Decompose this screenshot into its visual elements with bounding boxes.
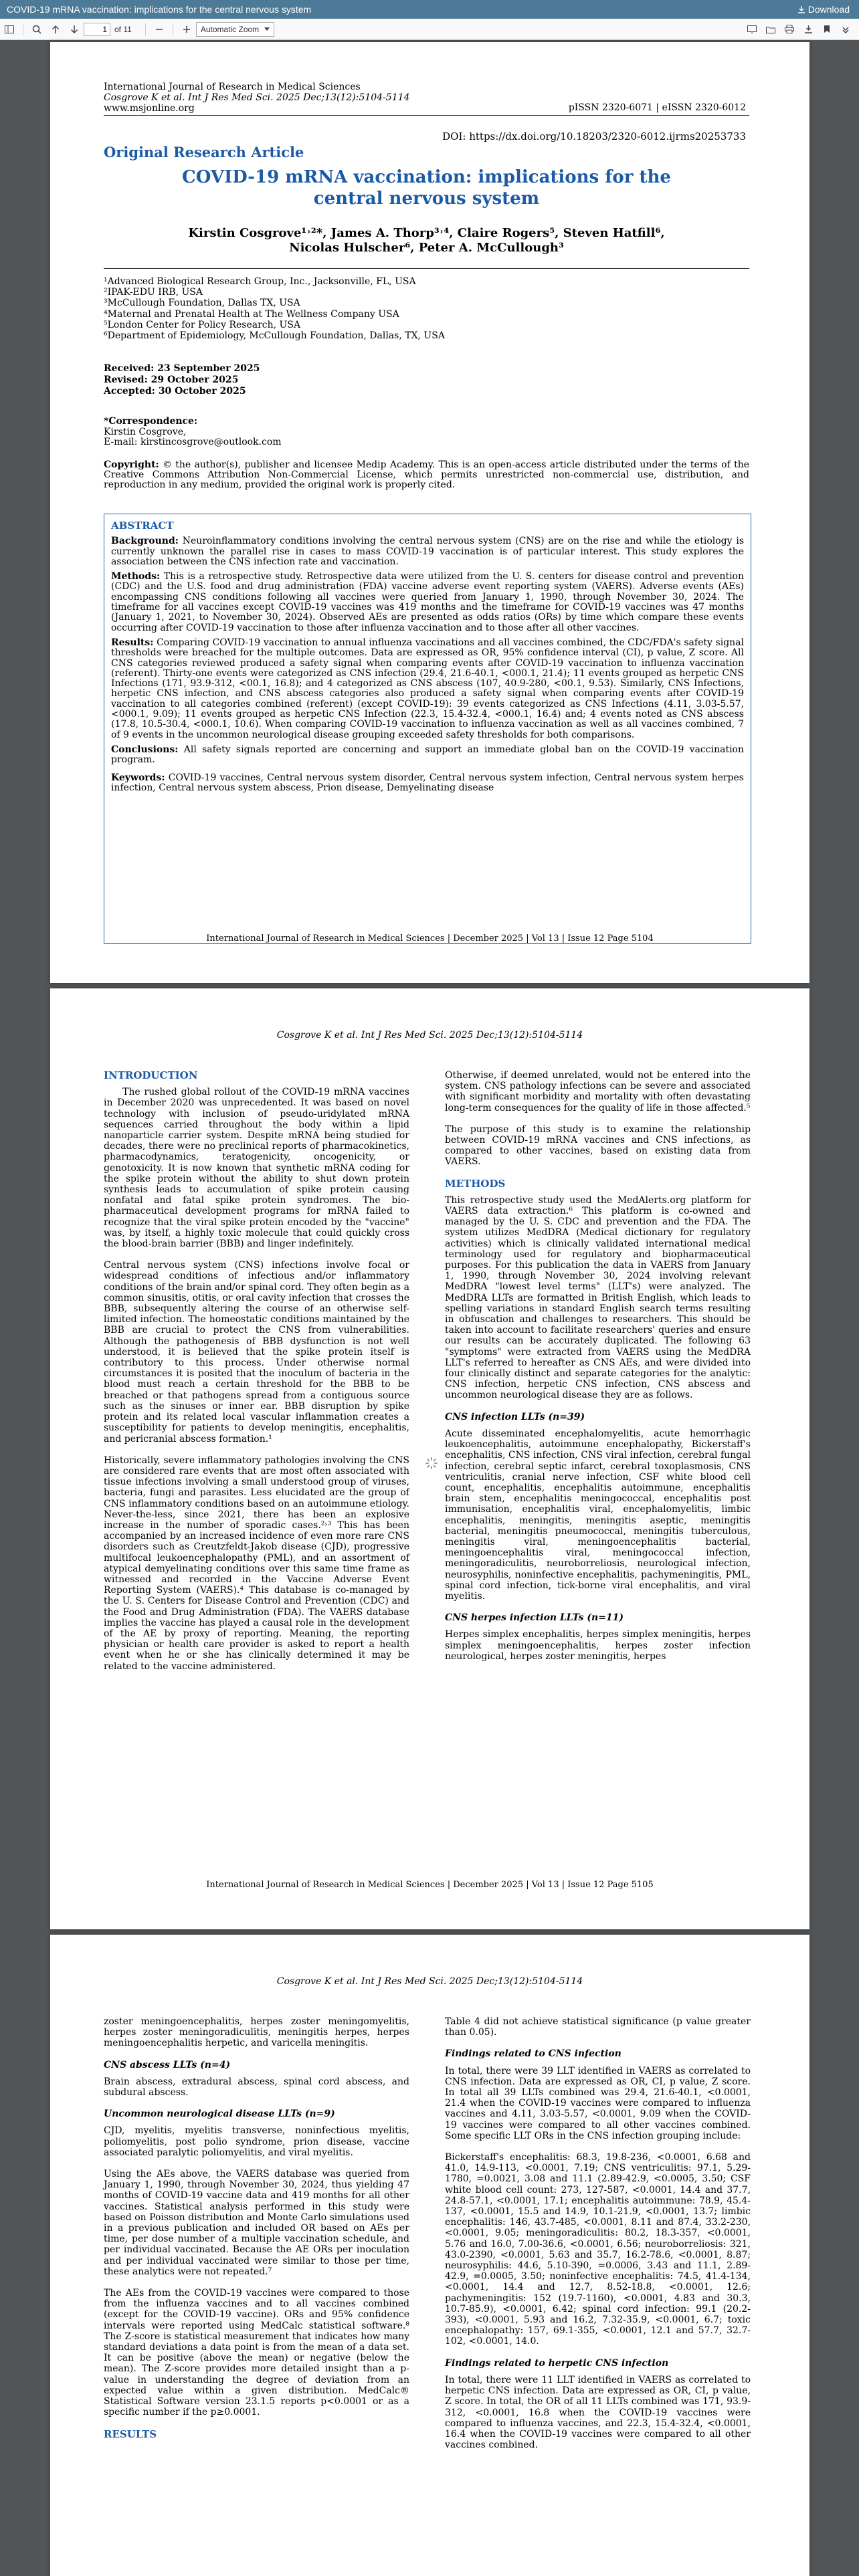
previous-page-icon[interactable]	[46, 21, 65, 38]
next-page-icon[interactable]	[65, 21, 84, 38]
subheading-cns-abscess: CNS abscess LLTs (n=4)	[104, 2059, 231, 2070]
correspondence-name: Kirstin Cosgrove,	[104, 426, 187, 437]
paragraph: In total, there were 11 LLT identified in VAERS as correlated to herpetic CNS infection. Data are expressed as OR, CI, p value, Z score. In total, the OR of all 11 LLTs combined was 171, 93.9-312, <0.0001, 16.8 when the COVID-19 vaccines were compared to influenza vaccines, and 22.3, 15.4-32.4, <0.0001, 16.4 when the COVID-19 vaccines were compared to all other vaccines combined.	[445, 2374, 751, 2451]
website-link[interactable]: www.msjonline.org	[104, 103, 195, 114]
download-button[interactable]	[797, 4, 850, 15]
paragraph: Using the AEs above, the VAERS database was queried from January 1, 1990, through November 30, 2024, thus yielding 47 months of COVID-19 vaccine data and 419 months for all other vaccines. Statistical analysis performed in this study were based on Poisson distribution and Monte Carlo simulations used in a previous publication and included OR based on AEs per time, per dose number of a multiple vaccination schedule, and per individual vaccinated. Because the AE ORs per inoculation and per individual vaccinated were similar to those per time, these analytics were not repeated.⁷	[104, 2169, 409, 2277]
paragraph: The purpose of this study is to examine the relationship between COVID-19 mRNA vaccines and CNS infections, as compared to other vaccines, based on existing data from VAERS.	[445, 1123, 751, 1168]
paragraph: zoster meningoencephalitis, herpes zoster meningomyelitis, herpes zoster meningoradiculitis, meningitis herpes, herpes meningoencephalitis herpetic, and varicella meningitis.	[104, 2016, 409, 2049]
article-title	[104, 167, 749, 209]
title-line: central nervous system	[313, 189, 540, 209]
affiliation: ⁴Maternal and Prenatal Health at The Wellness Company USA	[104, 308, 399, 320]
paragraph: Acute disseminated encephalomyelitis, acute hemorrhagic leukoencephalitis, autoimmune encephalopathy, Bickerstaff's encephalitis, CNS infection, CNS viral infection, cerebral fungal infection, cerebral septic infarct, cerebral toxoplasmosis, CNS ventriculitis, cranial nerve infection, CSF white blood cell count, encephalitis, encephalitis autoimmune, encephalitis brain stem, encephalitis meningococcal, encephalitis post immunisation, encephalitis viral, encephalomyelitis, limbic encephalitis, meningitis, meningitis aseptic, meningitis bacterial, meningitis pneumococcal, meningitis tuberculous, meningitis viral, meningoencephalitis bacterial, meningoencephalitis viral, meningococcal infection, meningoradiculitis, neuroborreliosis, neurological infection, neurosyphilis, noninfective encephalitis, pachymeningitis, PML, spinal cord infection, tick-borne viral encephalitis, and viral myelitis.	[445, 1428, 751, 1602]
save-icon[interactable]	[799, 21, 818, 38]
article-type: Original Research Article	[104, 144, 304, 160]
zoom-in-icon[interactable]	[177, 21, 196, 38]
background-label: Background:	[111, 536, 179, 547]
methods-text: This is a retrospective study. Retrospective data were utilized from the U. S. centers for disease control and prevention (CDC) and the U.S. food and drug administration (FDA) vaccine adverse event reporting system (VAERS). Adverse events (AEs) encompassing CNS conditions following all vaccines were queried from January 1, 1990, through November 30, 2024. The timeframe for all vaccines except COVID-19 vaccines was 419 months and the timeframe for COVID-19 vaccines was 47 months (January 1, 2021, to November 30, 2024). Observed AEs are presented as odds ratios (ORs) by time which compare these events occurring after COVID-19 vaccination to those after influenza vaccination and to those after all other vaccines.	[111, 571, 744, 633]
affiliation: ²IPAK-EDU IRB, USA	[104, 287, 203, 298]
copyright-label: Copyright:	[104, 459, 159, 470]
correspondence	[104, 417, 282, 448]
page-footer: International Journal of Research in Medical Sciences | December 2025 | Vol 13 | Issue 12 Page 5104	[206, 934, 654, 944]
copyright	[104, 460, 749, 491]
doi-link[interactable]: DOI: https://dx.doi.org/10.18203/2320-6012.ijrms20253733	[442, 130, 746, 142]
search-icon[interactable]	[27, 21, 46, 38]
subheading-cns-herpes: CNS herpes infection LLTs (n=11)	[445, 1612, 624, 1624]
abstract-results	[111, 638, 744, 740]
conclusions-text: All safety signals reported are concerning and support an immediate global ban on the COVID-19 vaccination program.	[111, 744, 744, 766]
title-line: COVID-19 mRNA vaccination: implications for the	[182, 167, 671, 187]
bookmark-icon[interactable]	[818, 21, 836, 38]
divider	[104, 268, 749, 269]
citation: Cosgrove K et al. Int J Res Med Sci. 2025 Dec;13(12):5104-5114	[104, 92, 410, 103]
paragraph: Otherwise, if deemed unrelated, would not be entered into the system. CNS pathology infections can be severe and associated with significant morbidity and mortality with often devastating long-term consequences for the quality of life in those affected.⁵	[445, 1070, 751, 1113]
paragraph: Central nervous system (CNS) infections involve focal or widespread conditions of infectious and/or inflammatory conditions of the brain and/or spinal cord. They often begin as a common sinusitis, otitis, or oral cavity infection that crosses the BBB, subsequently altering the course of an otherwise self-limited infection. The homeostatic conditions maintained by the BBB are crucial to protect the CNS from vulnerabilities. Although the pathogenesis of BBB dysfunction is not well understood, it is believed that the spike protein itself is contributory to this process. Under otherwise normal circumstances it is posited that the inoculum of bacteria in the blood must reach a certain threshold for the BBB to be breached or that pathogens spread from a contiguous source such as the sinuses or inner ear. BBB disruption by spike protein and its related local vascular inflammation creates a susceptibility for patients to develop meningitis, encephalitis, and pericranial abscess formation.¹	[104, 1260, 409, 1444]
journal-name: International Journal of Research in Medical Sciences	[104, 82, 361, 92]
revised-date: Revised: 29 October 2025	[104, 374, 239, 385]
right-column	[445, 1070, 751, 1673]
divider	[104, 115, 749, 116]
affiliation: ¹Advanced Biological Research Group, Inc., Jacksonville, FL, USA	[104, 276, 416, 287]
subheading-findings-herpes: Findings related to herpetic CNS infection	[445, 2357, 669, 2369]
keywords-text: COVID-19 vaccines, Central nervous system disorder, Central nervous system infection, Central nervous system herpes infection, Central nervous system abscess, Prion disease, Demyelinating disease	[111, 772, 744, 793]
subheading-uncommon-neuro: Uncommon neurological disease LLTs (n=9)	[104, 2109, 335, 2120]
paragraph: The AEs from the COVID-19 vaccines were compared to those from the influenza vaccines and to all vaccines combined (except for the COVID-19 vaccine). ORs and 95% confidence intervals were reported using MedCalc statistical software.⁸ The Z-score is statistical measurement that indicates how many standard deviations a data point is from the mean of a data set. It can be positive (above the mean) or negative (below the mean). The Z-score provides more detailed insight than a p-value in understanding the degree of deviation from an expected value within a given distribution. MedCalc® Statistical Software version 23.1.5 reports p<0.0001 or as a specific number if the p≥0.0001.	[104, 2288, 409, 2418]
toolbar-separator	[145, 23, 146, 35]
paragraph: Brain abscess, extradural abscess, spinal cord abscess, and subdural abscess.	[104, 2076, 409, 2099]
paragraph: The rushed global rollout of the COVID-19 mRNA vaccines in December 2020 was unprecedented. It was based on novel technology with inclusion of pseudo-uridylated mRNA sequences carried throughout the body within a lipid nanoparticle carrier system. Despite mRNA being studied for decades, there were no preclinical reports of pharmacokinetics, pharmacodynamics, teratogenicity, oncogenicity, or genotoxicity. It is now known that synthetic mRNA coding for the spike protein without the ability to shut down protein synthesis leads to accumulation of spike protein causing nonfatal and fatal spike protein syndromes. The bio-pharmaceutical development programs for mRNA failed to recognize that the viral spike protein encoded by the "vaccine" was, by itself, a highly toxic molecule that could quickly cross the blood-brain barrier (BBB) and linger indefinitely.	[104, 1087, 409, 1250]
download-icon	[797, 5, 805, 13]
correspondence-label: *Correspondence:	[104, 416, 198, 427]
subheading-findings-cns: Findings related to CNS infection	[445, 2048, 622, 2060]
author-list	[104, 226, 749, 255]
zoom-value: Automatic Zoom	[200, 24, 260, 34]
dates	[104, 363, 260, 397]
sidebar-toggle-icon[interactable]	[0, 21, 19, 38]
pdf-page-2	[50, 988, 809, 1929]
methods-label: Methods:	[111, 571, 161, 582]
affiliation: ⁵London Center for Policy Research, USA	[104, 319, 301, 330]
section-heading-results: RESULTS	[104, 2428, 157, 2440]
correspondence-email[interactable]: E-mail: kirstincosgrove@outlook.com	[104, 437, 282, 447]
paragraph: Table 4 did not achieve statistical significance (p value greater than 0.05).	[445, 2016, 751, 2038]
copyright-text: © the author(s), publisher and licensee Medip Academy. This is an open-access article distributed under the terms of the Creative Commons Attribution Non-Commercial License, which permits unrestricted non-commercial use, distribution, and reproduction in any medium, provided the original work is properly cited.	[104, 459, 749, 491]
subheading-cns-infection: CNS infection LLTs (n=39)	[445, 1411, 585, 1422]
abstract-keywords	[111, 773, 744, 794]
download-label: Download	[807, 4, 850, 15]
right-column	[445, 2016, 751, 2461]
paragraph: In total, there were 39 LLT identified in VAERS as correlated to CNS infection. Data are expressed as OR, CI, p value, Z score. In total all 39 LLTs combined was 29.4, 21.6-40.1, <0.0001, 21.4 when the COVID-19 vaccines were compared to influenza vaccines and 4.11, 3.03-5.57, <0.0001, 9.09 when the COVID-19 vaccines were compared to all other vaccines combined. Some specific LLT ORs in the CNS infection grouping include:	[445, 2065, 751, 2141]
viewer-titlebar	[0, 0, 859, 19]
page-number-input[interactable]	[84, 23, 110, 36]
print-icon[interactable]	[780, 21, 799, 38]
page-footer: International Journal of Research in Medical Sciences | December 2025 | Vol 13 | Issue 12 Page 5105	[206, 1880, 654, 1890]
results-text: Comparing COVID-19 vaccination to annual influenza vaccinations and all vaccines combined, the CDC/FDA's safety signal thresholds were breached for the multiple outcomes. Data are expressed as OR, 95% confidence interval (CI), p value, Z score. All CNS categories reviewed produced a safety signal when comparing events after COVID-19 vaccination to influenza vaccination (referent). Thirty-one events were categorized as CNS infection (29.4, 21.6-40.1, <000.1, 21.4); 11 events grouped as herpetic CNS Infections (171, 93.9-312, <00.1, 16.8); and 4 categorized as CNS abscess (107, 40.9-280, <00.1, 9.53). Similarly, CNS Infections, herpetic CNS infection, and CNS abscess categories also produced a safety signal when comparing events after COVID-19 vaccination to all categories combined (referent) (except COVID-19): 39 events categorized as CNS Infections (4.11, 3.03-5.57, <000.1, 9.09); 11 events grouped as herpetic CNS Infection (22.3, 15.4-32.4, <000.1, 16.4) and; 4 events noted as CNS abscess (17.8, 10.5-30.4, <000.1, 10.6). When comparing COVID-19 vaccination to influenza vaccination as well as all vaccines combined, 7 of 9 events in the uncommon neurological disease grouping exceeded safety thresholds for both comparisons.	[111, 637, 744, 740]
zoom-select[interactable]	[196, 22, 274, 37]
accepted-date: Accepted: 30 October 2025	[104, 386, 246, 397]
received-date: Received: 23 September 2025	[104, 363, 260, 374]
presentation-icon[interactable]	[743, 21, 761, 38]
running-head: Cosgrove K et al. Int J Res Med Sci. 2025 Dec;13(12):5104-5114	[276, 1030, 583, 1041]
authors-line: Nicolas Hulscher⁶, Peter A. McCullough³	[289, 241, 564, 255]
journal-header	[104, 82, 409, 114]
page-count: of 11	[114, 24, 132, 34]
background-text: Neuroinflammatory conditions involving the central nervous system (CNS) are on the rise and while the etiology is currently unknown the parallel rise in cases to mass COVID-19 vaccination is of particular interest. This study explores the association between the CNS infection rate and vaccination.	[111, 536, 744, 567]
paragraph: CJD, myelitis, myelitis transverse, noninfectious myelitis, poliomyelitis, post polio syndrome, prion disease, vaccine associated paralytic poliomyelitis, and viral myelitis.	[104, 2125, 409, 2158]
left-column	[104, 1070, 409, 1683]
authors-line: Kirstin Cosgrove¹˒²*, James A. Thorp³˒⁴, Claire Rogers⁵, Steven Hatfill⁶,	[188, 226, 665, 240]
zoom-out-icon[interactable]	[150, 21, 169, 38]
keywords-label: Keywords:	[111, 772, 165, 783]
conclusions-label: Conclusions:	[111, 744, 179, 755]
results-label: Results:	[111, 637, 154, 648]
pdf-page-3	[50, 1935, 809, 2576]
abstract-heading: ABSTRACT	[111, 520, 174, 532]
chevron-down-icon	[264, 27, 270, 31]
viewer-toolbar	[0, 19, 859, 40]
loading-spinner-icon	[425, 1457, 438, 1470]
abstract-background	[111, 536, 744, 567]
abstract-box	[104, 514, 751, 944]
issn: pISSN 2320-6071 | eISSN 2320-6012	[568, 102, 746, 113]
section-heading-introduction: INTRODUCTION	[104, 1069, 198, 1081]
abstract-methods	[111, 572, 744, 633]
left-column	[104, 2016, 409, 2446]
paragraph: Herpes simplex encephalitis, herpes simplex meningitis, herpes simplex meningoencephalitis, herpes zoster infection neurological, herpes zoster meningitis, herpes	[445, 1629, 751, 1662]
affiliation: ⁶Department of Epidemiology, McCullough Foundation, Dallas, TX, USA	[104, 330, 445, 342]
paragraph: Bickerstaff's encephalitis: 68.3, 19.8-236, <0.0001, 6.68 and 41.0, 14.9-113, <0.0001, 7.19; CNS ventriculitis: 97.1, 5.29-1780, =0.0021, 3.08 and 11.1 (2.89-42.9, <0.0005, 3.50; CSF white blood cell count: 273, 127-587, <0.0001, 14.4 and 37.7, 24.8-57.1, <0.0001, 17.1; encephalitis autoimmune: 78.9, 45.4-137, <0.0001, 15.5 and 14.9, 10.1-21.9, <0.0001, 13.7; limbic encephalitis: 146, 43.7-485, <0.0001, 8.11 and 87.4, 33.2-230, <0.0001, 9.05; meningoradiculitis: 80.2, 18.3-357, <0.0001, 5.76 and 16.0, 7.00-36.6, <0.0001, 6.56; neuroborreliosis: 321, 43.0-2390, <0.0001, 5.63 and 35.7, 16.2-78.6, <0.0001, 8.87; neurosyphilis: 44.6, 5.10-390, =0.0006, 3.43 and 11.1, 2.89-42.9, =0.0005, 3.50; noninfective encephalitis: 74.5, 41.4-134, <0.0001, 14.4 and 12.7, 8.52-18.8, <0.0001, 12.6; pachymeningitis: 152 (19.7-1160), <0.0001, 4.83 and 30.3, 10.7-85.9), <0.0001, 6.42; spinal cord infection: 99.1 (20.2-393), <0.0001, 5.93 and 16.2, 7.32-35.9, <0.0001, 6.7; toxic encephalopathy: 157, 69.1-355, <0.0001, 12.1 and 57.7, 32.7-102, <0.0001, 14.0.	[445, 2152, 751, 2347]
paragraph: Historically, severe inflammatory pathologies involving the CNS are considered rare events that are most often associated with tissue infections involving a small understood group of viruses, bacteria, fungi and parasites. Less elucidated are the group of CNS inflammatory conditions based on an autoimmune etiology. Never-the-less, since 2021, there has been an explosive increase in the number of sporadic cases.²˒³ This has been accompanied by an increased incidence of even more rare CNS disorders such as Creutzfeldt-Jakob disease (CJD), progressive multifocal leukoencephalopathy (PML), and an assortment of atypical demyelinating conditions over this same time frame as witnessed and recorded in the Vaccine Adverse Event Reporting System (VAERS).⁴ This database is co-managed by the U. S. Centers for Disease Control and Prevention (CDC) and the Food and Drug Administration (FDA). The VAERS database implies the vaccine has played a causal role in the development of the AE by proxy of reporting. Meaning, the reporting physician or health care provider is asked to report a health event when he or she has clinically determined it may be related to the vaccine administered.	[104, 1455, 409, 1672]
abstract-conclusions	[111, 745, 744, 766]
section-heading-methods: METHODS	[445, 1177, 506, 1190]
tools-icon[interactable]	[836, 21, 855, 38]
paragraph: This retrospective study used the MedAlerts.org platform for VAERS data extraction.⁶ This platform is co-owned and managed by the U. S. CDC and prevention and the FDA. The system utilizes MedDRA (Medical dictionary for regulatory activities) which is clinically validated international medical terminology used for regulatory and biopharmaceutical purposes. For this publication the data in VAERS from January 1, 1990, through November 30, 2024 involving relevant MedDRA "lowest level terms" (LLT's) were analyzed. The MedDRA LLTs are formatted in British English, which leads to spelling variations in standard English search terms resulting in obfuscation and challenges to researchers. This should be taken into account to facilitate researchers' queries and ensure our results can be accurately duplicated. The following 63 "symptoms" were extracted from VAERS using the MedDRA LLT's referred to hereafter as CNS AEs, and were divided into four clinically distinct and separate categories for the analytic: CNS infection, herpetic CNS infection, CNS abscess and uncommon neurological disease they are as follows.	[445, 1194, 751, 1401]
affiliation: ³McCullough Foundation, Dallas TX, USA	[104, 298, 300, 309]
affiliations	[104, 276, 445, 341]
pdf-page-1	[50, 42, 809, 983]
running-head: Cosgrove K et al. Int J Res Med Sci. 2025 Dec;13(12):5104-5114	[276, 1976, 583, 1987]
open-file-icon[interactable]	[761, 21, 780, 38]
document-title: COVID-19 mRNA vaccination: implications for the central nervous system	[7, 4, 312, 15]
